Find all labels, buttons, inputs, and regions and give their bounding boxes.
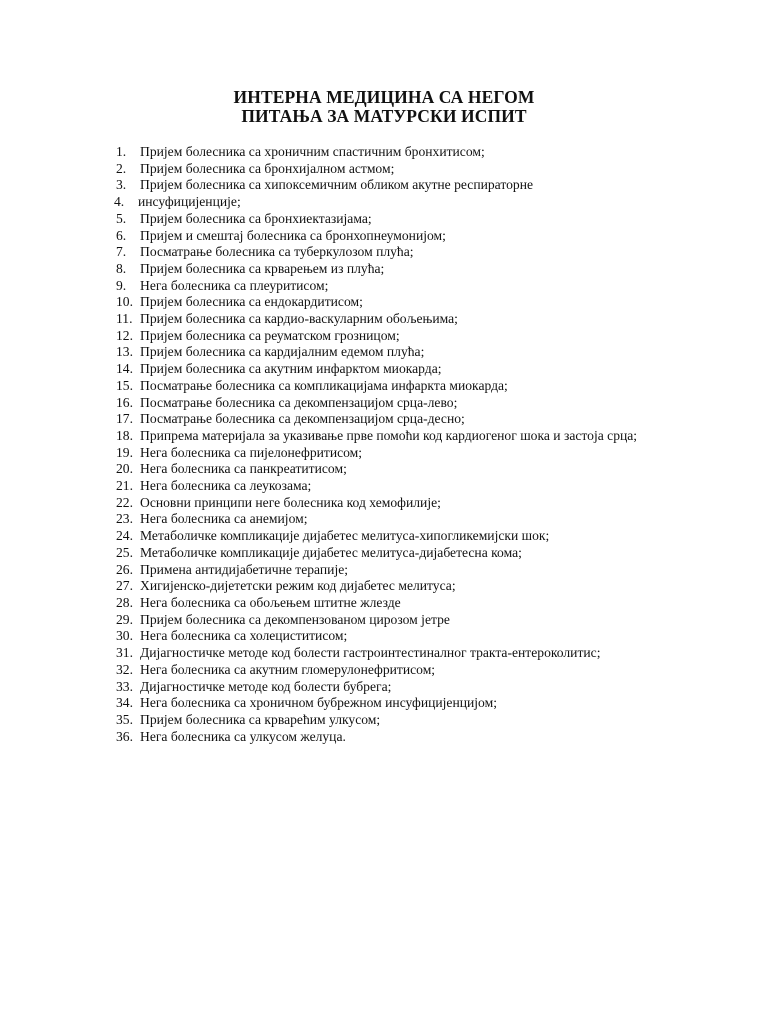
question-number: 20. [116, 461, 133, 477]
question-text: Нега болесника са обољењем штитне жлезде [140, 594, 401, 610]
question-number: 31. [116, 645, 133, 661]
question-item [0, 194, 768, 211]
question-number: 8. [116, 260, 127, 276]
question-text: Примена антидијабетичне терапије; [140, 561, 349, 577]
question-item [0, 428, 768, 445]
question-text: Нега болесника са леукозама; [140, 478, 312, 494]
question-text: Пријем болесника са кардијалним едемом плућа; [140, 344, 425, 360]
question-text: Посматрање болесника са компликацијама инфаркта миокарда; [140, 377, 508, 393]
question-number: 13. [116, 344, 133, 360]
question-number: 9. [116, 277, 127, 293]
question-item [0, 361, 768, 378]
question-text: Нега болесника са улкусом желуца. [140, 728, 346, 744]
question-item [0, 144, 768, 161]
question-text: Пријем болесника са декомпензованом цирозом јетре [140, 611, 450, 627]
question-number: 34. [116, 695, 133, 711]
question-item [0, 161, 768, 178]
question-number: 28. [116, 594, 133, 610]
question-number: 30. [116, 628, 133, 644]
question-number: 15. [116, 377, 133, 393]
question-number: 21. [116, 478, 133, 494]
question-item [0, 545, 768, 562]
question-item [0, 612, 768, 629]
question-item [0, 679, 768, 696]
question-text: Пријем болесника са крварењем из плућа; [140, 260, 385, 276]
question-item [0, 328, 768, 345]
question-item [0, 311, 768, 328]
question-text: Нега болесника са хроничном бубрежном инсуфицијенцијом; [140, 695, 497, 711]
question-text: Пријем болесника са кардио-васкуларним обољењима; [140, 311, 458, 327]
question-text: Дијагностичке методе код болести бубрега; [140, 678, 392, 694]
question-text: Посматрање болесника са туберкулозом плућа; [140, 244, 414, 260]
question-item [0, 378, 768, 395]
question-number: 12. [116, 327, 133, 343]
question-item [0, 211, 768, 228]
question-text: Пријем болесника са ендокардитисом; [140, 294, 363, 310]
question-text: Пријем болесника са хроничним спастичним бронхитисом; [140, 144, 485, 159]
question-number: 33. [116, 678, 133, 694]
question-item [0, 461, 768, 478]
question-item [0, 278, 768, 295]
question-text: Нега болесника са анемијом; [140, 511, 308, 527]
question-number: 29. [116, 611, 133, 627]
question-number: 25. [116, 544, 133, 560]
question-number: 7. [116, 244, 127, 260]
question-item [0, 344, 768, 361]
question-text: Пријем болесника са акутним инфарктом миокарда; [140, 361, 442, 377]
document-title [0, 88, 768, 126]
question-text: Нега болесника са плеуритисом; [140, 277, 329, 293]
question-text: Пријем болесника са бронхијалном астмом; [140, 160, 395, 176]
question-number: 19. [116, 444, 133, 460]
question-item [0, 177, 768, 194]
question-list [0, 144, 768, 745]
question-number: 26. [116, 561, 133, 577]
question-text: Основни принципи неге болесника код хемофилије; [140, 494, 441, 510]
question-text: Посматрање болесника са декомпензацијом срца-лево; [140, 394, 458, 410]
question-item [0, 261, 768, 278]
question-text: Припрема материјала за указивање прве помоћи код кардиогеног шока и застоја срца; [140, 427, 638, 443]
question-item [0, 495, 768, 512]
question-text: Пријем болесника са бронхиектазијама; [140, 210, 372, 226]
title-line-2: ПИТАЊА ЗА МАТУРСКИ ИСПИТ [241, 106, 527, 126]
question-item [0, 645, 768, 662]
question-text: Нега болесника са холециститисом; [140, 628, 348, 644]
question-number: 6. [116, 227, 127, 243]
question-text: Метаболичке компликације дијабетес мелитуса-дијабетесна кома; [140, 544, 522, 560]
question-text: Пријем и смештај болесника са бронхопнеумонијом; [140, 227, 446, 243]
question-text: Метаболичке компликације дијабетес мелитуса-хипогликемијски шок; [140, 528, 550, 544]
question-number: 1. [116, 144, 127, 159]
question-number: 17. [116, 411, 133, 427]
question-text: Дијагностичке методе код болести гастроинтестиналног тракта-ентероколитис; [140, 645, 601, 661]
question-number: 10. [116, 294, 133, 310]
question-number: 22. [116, 494, 133, 510]
question-number: 27. [116, 578, 133, 594]
question-item [0, 411, 768, 428]
question-item [0, 445, 768, 462]
question-text: Пријем болесника са реуматском грозницом; [140, 327, 400, 343]
question-item [0, 244, 768, 261]
question-item [0, 578, 768, 595]
question-number: 35. [116, 711, 133, 727]
question-number: 5. [116, 210, 127, 226]
question-item [0, 294, 768, 311]
question-item [0, 478, 768, 495]
question-number: 3. [116, 177, 127, 193]
question-item [0, 662, 768, 679]
title-line-1: ИНТЕРНА МЕДИЦИНА СА НЕГОМ [233, 87, 535, 107]
question-text: Нега болесника са акутним гломерулонефритисом; [140, 661, 436, 677]
question-number: 24. [116, 528, 133, 544]
question-number: 4. [114, 194, 125, 210]
question-text: Пријем болесника са крварећим улкусом; [140, 711, 381, 727]
question-text: Нега болесника са панкреатитисом; [140, 461, 347, 477]
question-number: 32. [116, 661, 133, 677]
question-item [0, 712, 768, 729]
question-item [0, 729, 768, 746]
question-text: Пријем болесника са хипоксемичним обликом акутне респираторне [140, 177, 534, 193]
question-number: 14. [116, 361, 133, 377]
question-text: инсуфицијенције; [138, 194, 241, 210]
question-number: 18. [116, 427, 133, 443]
question-number: 2. [116, 160, 127, 176]
question-item [0, 695, 768, 712]
question-text: Хигијенско-дијететски режим код дијабетес мелитуса; [140, 578, 456, 594]
question-item [0, 595, 768, 612]
question-item [0, 228, 768, 245]
question-item [0, 628, 768, 645]
question-number: 11. [116, 311, 133, 327]
question-item [0, 511, 768, 528]
question-number: 16. [116, 394, 133, 410]
question-item [0, 395, 768, 412]
question-text: Нега болесника са пијелонефритисом; [140, 444, 363, 460]
question-item [0, 562, 768, 579]
question-text: Посматрање болесника са декомпензацијом срца-десно; [140, 411, 465, 427]
question-number: 36. [116, 728, 133, 744]
question-number: 23. [116, 511, 133, 527]
question-item [0, 528, 768, 545]
